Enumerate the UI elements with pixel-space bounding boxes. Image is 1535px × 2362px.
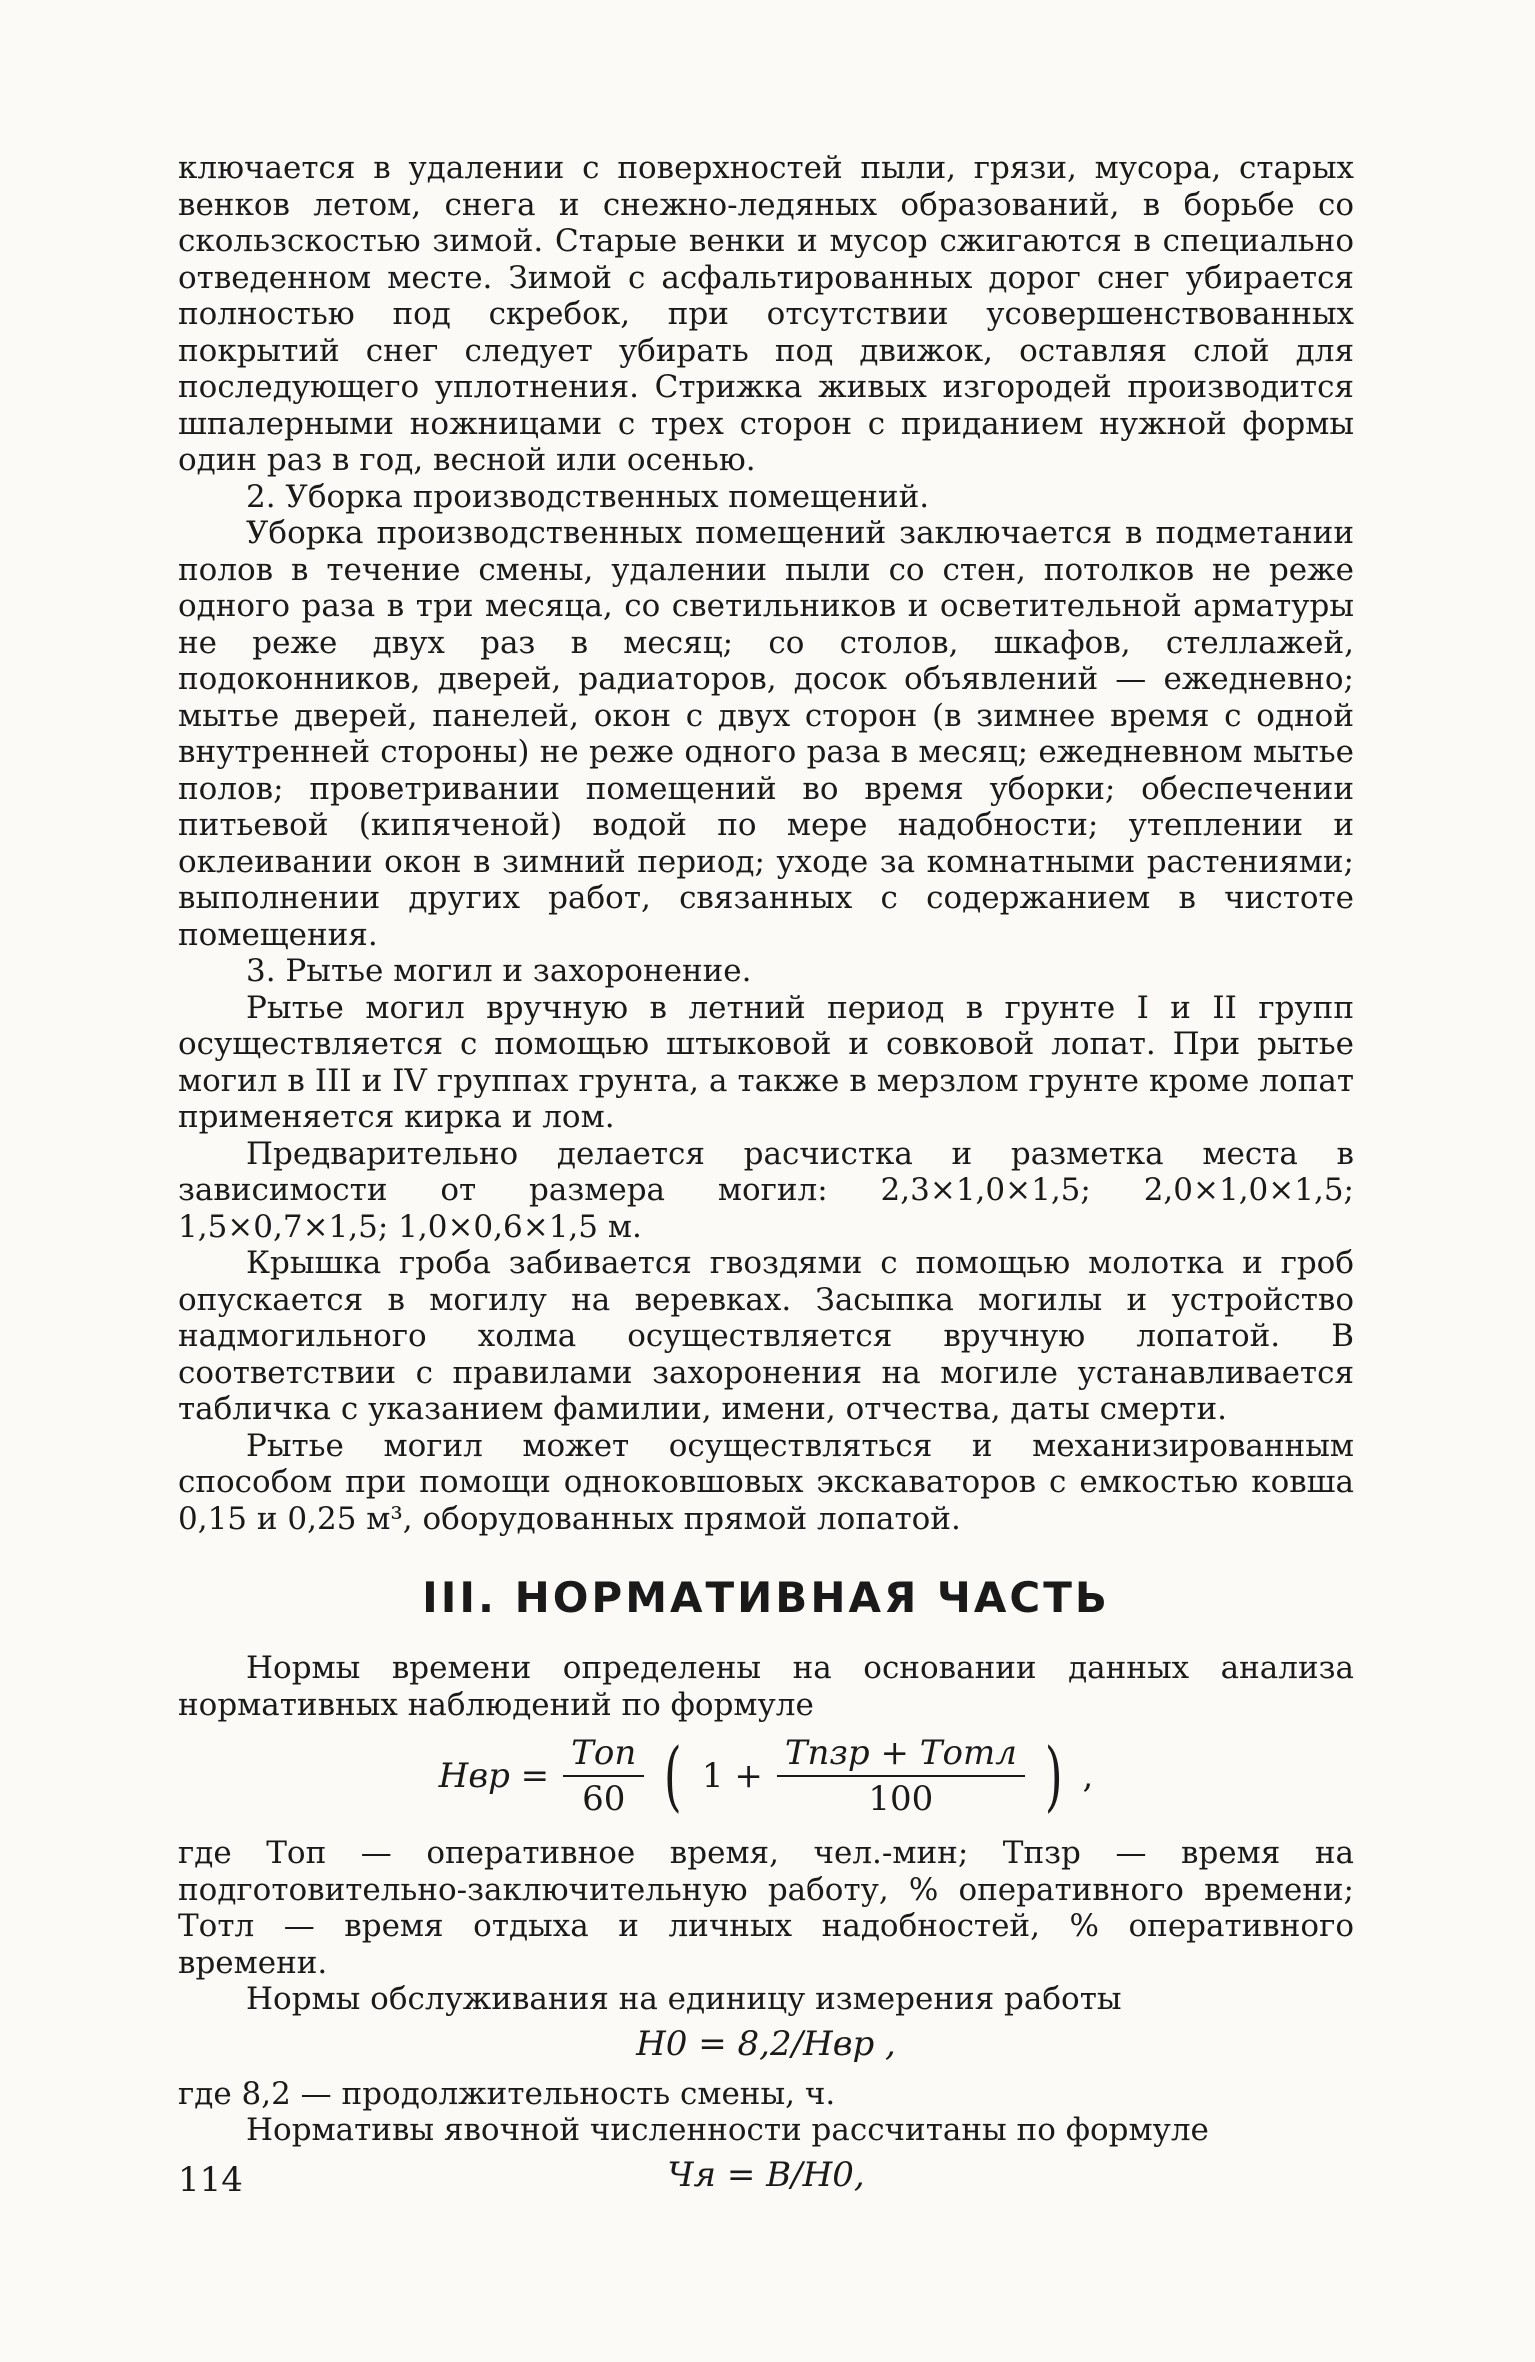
fraction-operational-time bbox=[563, 1733, 644, 1819]
paragraph: ключается в удалении с поверхностей пыли, грязи, мусора, старых венков летом, снега и снежно-ледяных образований, в борьбе со скользскостью зимой. Старые венки и мусор сжигаются в специально отведенном месте. Зимой с асфальтированных дорог снег убирается полностью под скребок, при отсутствии усовершенствованных покрытий снег следует убирать под движок, оставляя слой для последующего уплотнения. Стрижка живых изгородей производится шпалерными ножницами с трех сторон с приданием нужной формы один раз в год, весной или осенью. bbox=[178, 150, 1354, 478]
page-number: 114 bbox=[178, 2160, 243, 2200]
fraction-numerator: Tпзр + Tотл bbox=[777, 1733, 1025, 1777]
paragraph: Рытье могил может осуществляться и механизированным способом при помощи одноковшовых экскаваторов с емкостью ковша 0,15 и 0,25 м³, оборудованных прямой лопатой. bbox=[178, 1427, 1354, 1537]
headcount-paragraph: Нормативы явочной численности рассчитаны по формуле bbox=[246, 2112, 1209, 2148]
formula-lhs: Hвр = bbox=[438, 1756, 550, 1796]
fraction-numerator: Tоп bbox=[563, 1733, 644, 1777]
paragraph: Рытье могил вручную в летний период в грунте I и II групп осуществляется с помощью штыковой и совковой лопат. При рытье могил в III и IV группах грунта, а также в мерзлом грунте кроме лопат применяется кирка и лом. bbox=[178, 989, 1354, 1135]
service-norms-paragraph: Нормы обслуживания на единицу измерения работы bbox=[246, 1981, 1122, 2017]
formula-trailing: , bbox=[1082, 1756, 1094, 1796]
fraction-denominator: 60 bbox=[582, 1779, 626, 1819]
text-column bbox=[178, 150, 1354, 2207]
where-paragraph-2: где 8,2 — продолжительность смены, ч. bbox=[178, 2075, 836, 2112]
body-text bbox=[178, 150, 1354, 1537]
where-paragraph-1: где Tоп — оперативное время, чел.-мин; Tпзр — время на подготовительно-заключительную работу, % оперативного времени; Tотл — время отдыха и личных надобностей, % оперативного времени. bbox=[178, 1835, 1354, 1981]
paragraph: 2. Уборка производственных помещений. bbox=[246, 478, 930, 515]
inner-prefix: 1 + bbox=[701, 1756, 763, 1796]
paragraph: Предварительно делается расчистка и разметка места в зависимости от размера могил: 2,3×1,0×1,5; 2,0×1,0×1,5; 1,5×0,7×1,5; 1,0×0,6×1,5 м. bbox=[178, 1135, 1354, 1245]
paragraph: Крышка гроба забивается гвоздями с помощью молотка и гроб опускается в могилу на веревках. Засыпка могилы и устройство надмогильного холма осуществляется вручную лопатой. В соответствии с правилами захоронения на могиле устанавливается табличка с указанием фамилии, имени, отчества, даты смерти. bbox=[178, 1245, 1354, 1427]
paragraph: Уборка производственных помещений заключается в подметании полов в течение смены, удалении пыли со стен, потолков не реже одного раза в три месяца, со светильников и осветительной арматуры не реже двух раз в месяц; со столов, шкафов, стеллажей, подоконников, дверей, радиаторов, досок объявлений — ежедневно; мытье дверей, панелей, окон с двух сторон (в зимнее время с одной внутренней стороны) не реже одного раза в месяц; ежедневном мытье полов; проветривании помещений во время уборки; обеспечении питьевой (кипяченой) водой по мере надобности; утеплении и оклеивании окон в зимний период; уходе за комнатными растениями; выполнении других работ, связанных с содержанием в чистоте помещения. bbox=[178, 515, 1354, 953]
fraction-prep-rest bbox=[777, 1733, 1025, 1819]
headcount-formula: Чя = B/H0, bbox=[667, 2154, 865, 2195]
fraction-denominator: 100 bbox=[868, 1779, 934, 1819]
section-heading: III. НОРМАТИВНАЯ ЧАСТЬ bbox=[422, 1573, 1110, 1622]
paragraph: 3. Рытье могил и захоронение. bbox=[246, 953, 752, 989]
time-norm-formula bbox=[178, 1733, 1354, 1819]
right-paren: ) bbox=[1044, 1731, 1063, 1820]
left-paren: ( bbox=[664, 1731, 682, 1820]
service-norm-formula: H0 = 8,2/Hвр , bbox=[636, 2023, 896, 2064]
norms-intro-paragraph: Нормы времени определены на основании данных анализа нормативных наблюдений по формуле bbox=[178, 1650, 1354, 1723]
